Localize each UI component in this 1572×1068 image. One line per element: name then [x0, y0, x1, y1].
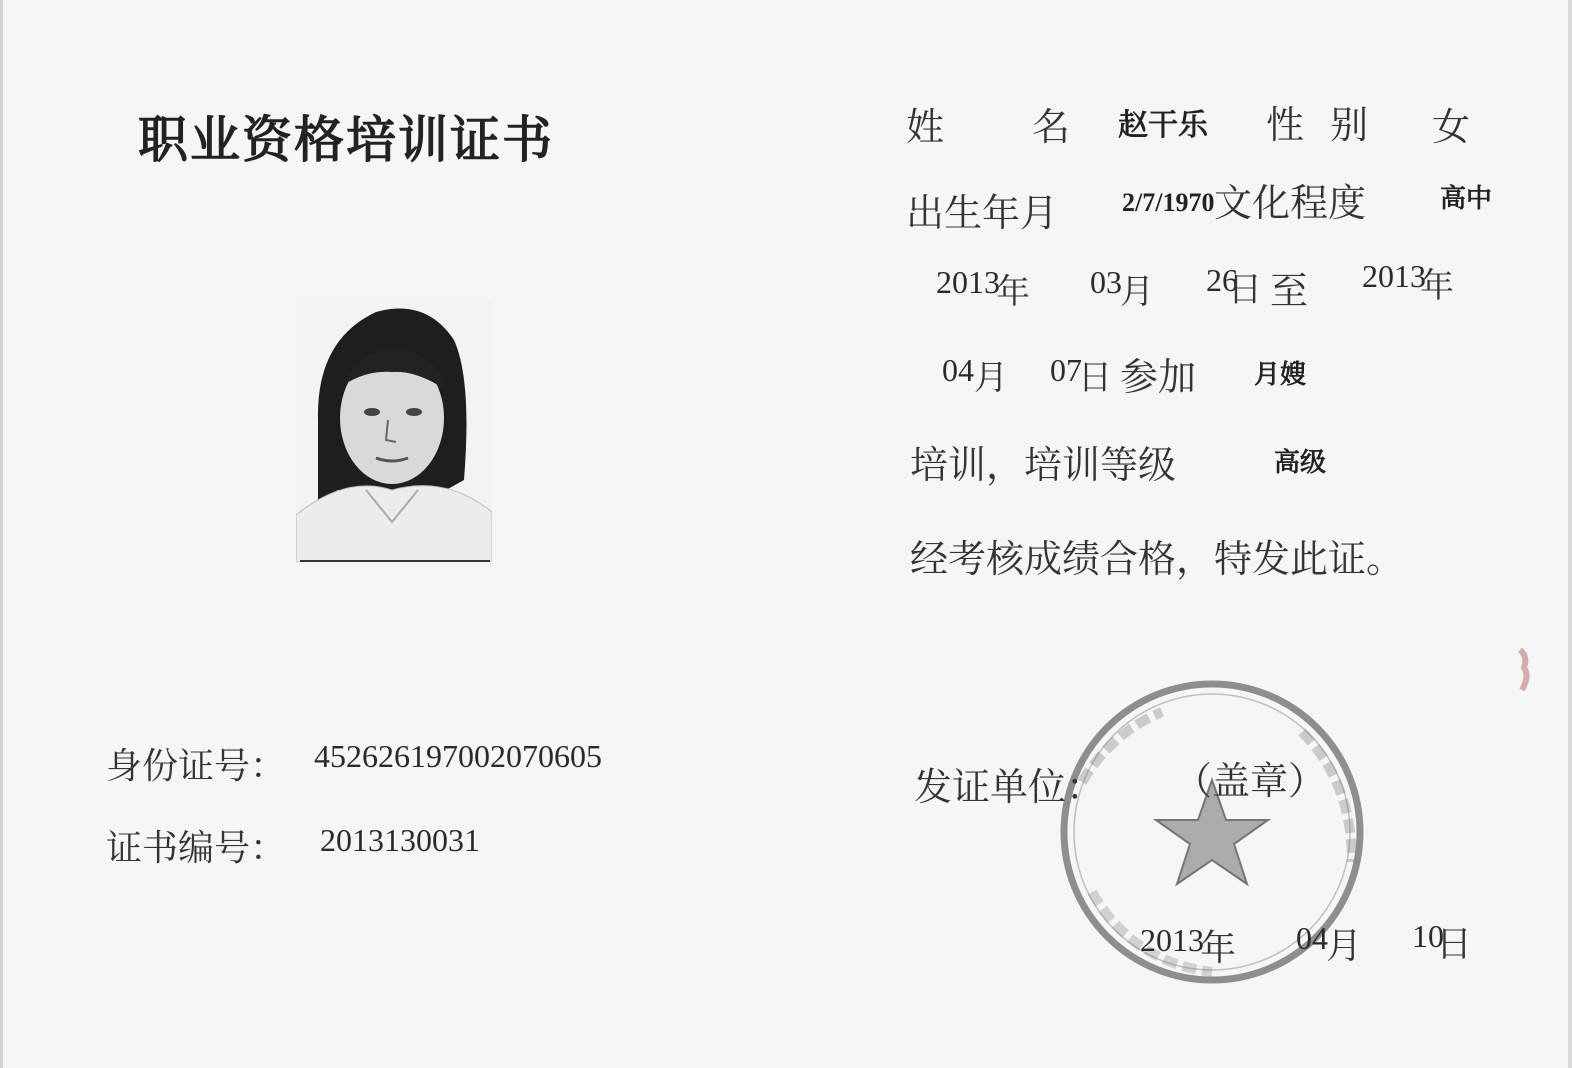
training-text: 培训，培训等级 — [910, 443, 1177, 487]
day-char: 日 — [1228, 270, 1262, 310]
issue-year-char: 年 — [1200, 928, 1237, 969]
end-year-char: 年 — [1420, 266, 1454, 306]
end-month-char: 月 — [974, 358, 1008, 398]
issue-day-char: 日 — [1436, 924, 1473, 965]
name-label-2: 名 — [1032, 105, 1071, 149]
start-year: 2013 — [936, 264, 1000, 300]
ink-mark — [1512, 646, 1534, 694]
education-label: 文化程度 — [1214, 181, 1367, 225]
name-value: 赵干乐 — [1118, 109, 1208, 142]
certificate-title: 职业资格培训证书 — [138, 111, 554, 169]
id-number-label: 身份证号： — [106, 746, 287, 787]
page-edge — [0, 0, 3, 1068]
end-day-char: 日 — [1078, 358, 1112, 398]
start-month: 03 — [1090, 264, 1122, 300]
issue-day: 10 — [1412, 918, 1444, 954]
join-text: 参加 — [1120, 355, 1197, 399]
gender-label: 性 别 — [1266, 103, 1369, 147]
course-value: 月嫂 — [1254, 360, 1307, 389]
birth-value: 2/7/1970 — [1122, 188, 1215, 217]
cert-number-label: 证书编号： — [106, 828, 287, 869]
year-char: 年 — [996, 272, 1030, 312]
seal-label: （盖章） — [1174, 759, 1327, 803]
page-edge-right — [1568, 0, 1572, 1068]
month-char: 月 — [1120, 272, 1154, 312]
end-day: 07 — [1050, 352, 1082, 388]
gender-value: 女 — [1432, 105, 1471, 149]
issue-month: 04 — [1296, 920, 1328, 956]
end-month: 04 — [942, 352, 974, 388]
level-value: 高级 — [1274, 448, 1327, 477]
education-value: 高中 — [1440, 184, 1493, 213]
birth-label: 出生年月 — [906, 191, 1059, 235]
portrait-photo — [296, 300, 492, 562]
issue-month-char: 月 — [1326, 926, 1363, 967]
issuer-label: 发证单位： — [914, 765, 1105, 809]
to-char: 至 — [1270, 269, 1309, 313]
id-number-value: 452626197002070605 — [314, 738, 602, 774]
cert-number-value: 2013130031 — [320, 822, 480, 858]
issue-year: 2013 — [1140, 922, 1204, 958]
end-year: 2013 — [1362, 258, 1426, 294]
pass-text: 经考核成绩合格，特发此证。 — [910, 537, 1405, 581]
name-label-1: 姓 — [906, 105, 945, 149]
start-day: 26 — [1206, 262, 1238, 298]
